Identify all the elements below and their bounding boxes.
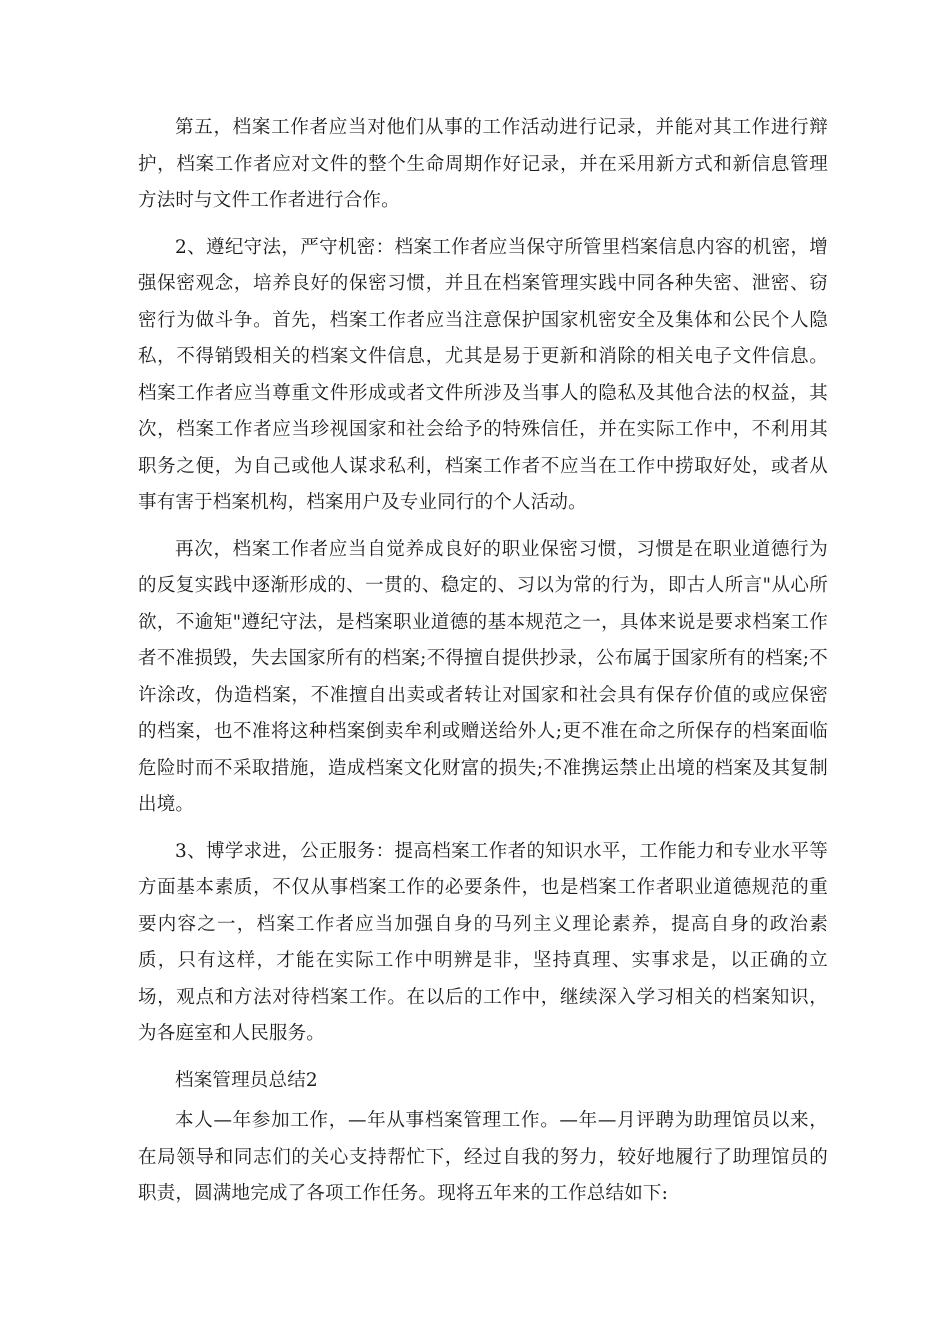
paragraph-summary-intro: 本人—年参加工作，—年从事档案管理工作。—年—月评聘为助理馆员以来，在局领导和同志们的关心支持帮忙下，经过自我的努力，较好地履行了助理馆员的职责，圆满地完成了各项工作任务。现将五年来的工作总结如下:: [138, 1110, 828, 1204]
paragraph-point-2-confidentiality: 2、遵纪守法，严守机密：档案工作者应当保守所管里档案信息内容的机密，增强保密观念，培养良好的保密习惯，并且在档案管理实践中同各种失密、泄密、窃密行为做斗争。首先，档案工作者应当注意保护国家机密安全及集体和公民个人隐私，不得销毁相关的档案文件信息，尤其是易于更新和消除的相关电子文件信息。档案工作者应当尊重文件形成或者文件所涉及当事人的隐私及其他合法的权益，其次，档案工作者应当珍视国家和社会给予的特殊信任，并在实际工作中，不利用其职务之便，为自己或他人谋求私利，档案工作者不应当在工作中捞取好处，或者从事有害于档案机构，档案用户及专业同行的个人活动。: [138, 236, 828, 513]
paragraph-point-3-learning: 3、博学求进，公正服务：提高档案工作者的知识水平，工作能力和专业水平等方面基本素质，不仅从事档案工作的必要条件，也是档案工作者职业道德规范的重要内容之一，档案工作者应当加强自身的马列主义理论素养，提高自身的政治素质，只有这样，才能在实际工作中明辨是非，坚持真理、实事求是，以正确的立场，观点和方法对待档案工作。在以后的工作中，继续深入学习相关的档案知识，为各庭室和人民服务。: [138, 840, 828, 1044]
paragraph-secrecy-habits: 再次，档案工作者应当自觉养成良好的职业保密习惯，习惯是在职业道德行为的反复实践中逐渐形成的、一贯的、稳定的、习以为常的行为，即古人所言"从心所欲，不逾矩"遵纪守法，是档案职业道德的基本规范之一，具体来说是要求档案工作者不准损毁，失去国家所有的档案;不得擅自提供抄录，公布属于国家所有的档案;不许涂改，伪造档案，不准擅自出卖或者转让对国家和社会具有保存价值的或应保密的档案，也不准将这种档案倒卖牟利或赠送给外人;更不准在命之所保存的档案面临危险时而不采取措施，造成档案文化财富的损失;不准携运禁止出境的档案及其复制出境。: [138, 538, 828, 815]
section-heading-summary-2: 档案管理员总结2: [175, 1069, 318, 1091]
document-page: [138, 110, 828, 1223]
paragraph-fifth-point: 第五，档案工作者应当对他们从事的工作活动进行记录，并能对其工作进行辩护，档案工作者应对文件的整个生命周期作好记录，并在采用新方式和新信息管理方法时与文件工作者进行合作。: [138, 117, 828, 211]
